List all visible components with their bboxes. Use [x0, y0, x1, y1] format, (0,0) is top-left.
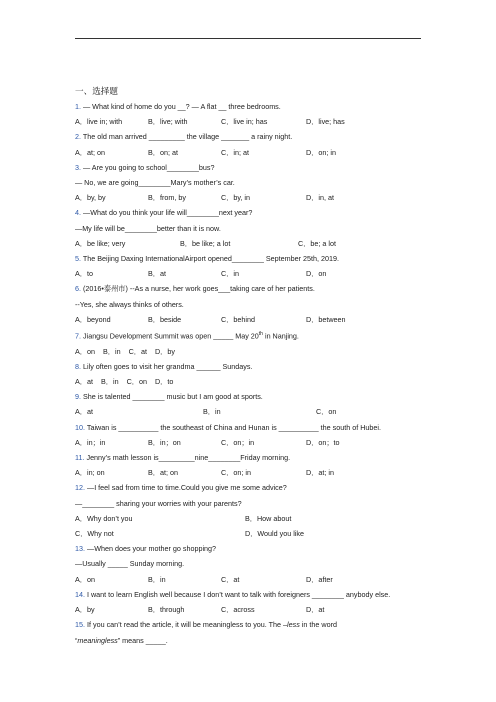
question-text: —What do you think your life will________next year?	[83, 208, 253, 218]
option-c[interactable]: C．behind	[221, 314, 255, 324]
option-b[interactable]: B．in	[203, 407, 221, 417]
question-number: 15.	[75, 620, 85, 630]
question-4	[75, 205, 425, 251]
option-a[interactable]: A．on	[75, 574, 95, 584]
question-number: 13.	[75, 544, 85, 554]
question-text-line2: --Yes, she always thinks of others.	[75, 299, 184, 309]
question-number: 11.	[75, 453, 85, 463]
option-d[interactable]: D．at	[306, 605, 325, 615]
question-text: —When does your mother go shopping?	[87, 544, 217, 554]
options	[75, 236, 425, 251]
option-c[interactable]: C．on	[316, 407, 337, 417]
section-title: 一、选择题	[75, 86, 118, 96]
options	[75, 190, 425, 205]
option-a[interactable]: A．live in; with	[75, 117, 123, 127]
option-b[interactable]: B．in	[148, 574, 166, 584]
question-text: —I feel sad from time to time.Could you give me some advice?	[87, 483, 287, 493]
option-d[interactable]: D．by	[154, 346, 175, 356]
option-c[interactable]: C．on；in	[221, 437, 255, 447]
question-text: She is talented ________ music but I am good at sports.	[83, 392, 263, 402]
option-d[interactable]: D．on；to	[306, 437, 340, 447]
question-6	[75, 281, 425, 327]
option-b[interactable]: B．from, by	[148, 193, 186, 203]
question-1	[75, 99, 425, 129]
option-a[interactable]: A．on	[75, 346, 95, 356]
question-13	[75, 541, 425, 587]
option-b[interactable]: B．live; with	[148, 117, 188, 127]
question-text: Jiangsu Development Summit was open _____ May 20	[83, 331, 259, 341]
question-text: The old man arrived _________ the village _______ a rainy night.	[82, 132, 293, 142]
question-text-line2: —________ sharing your worries with your parents?	[75, 498, 242, 508]
option-c[interactable]: C．in	[221, 269, 239, 279]
question-number: 9.	[75, 392, 81, 402]
option-c[interactable]: C．at	[128, 346, 147, 356]
option-c[interactable]: C．by, in	[221, 193, 251, 203]
question-3	[75, 160, 425, 206]
question-number: 8.	[75, 361, 81, 371]
question-11	[75, 450, 425, 480]
options	[75, 145, 425, 160]
options	[75, 374, 425, 389]
header-rule	[75, 38, 421, 39]
open-quote: “	[75, 635, 78, 645]
option-d[interactable]: D．on; in	[306, 147, 336, 157]
question-text-line2: —Usually _____ Sunday morning.	[75, 559, 185, 569]
question-text-line2: —My life will be________better than it is now.	[75, 223, 221, 233]
options	[75, 435, 425, 450]
options	[75, 526, 425, 541]
options	[75, 602, 425, 617]
question-text: The Beijing Daxing InternationalAirport opened________ September 25th, 2019.	[82, 254, 340, 264]
option-b[interactable]: B．in	[102, 346, 121, 356]
options	[75, 114, 425, 129]
option-c[interactable]: C．on; in	[221, 468, 251, 478]
question-number: 12.	[75, 483, 85, 493]
option-c[interactable]: C．Why not	[75, 529, 114, 539]
option-d[interactable]: D．in, at	[306, 193, 334, 203]
question-number: 6.	[75, 284, 81, 294]
question-text: ) --As a nurse, her work goes___taking care of her patients.	[125, 284, 315, 294]
option-a[interactable]: A．in; on	[75, 468, 105, 478]
question-text-end: in Nanjing.	[262, 331, 299, 341]
question-text-line2: — No, we are going________Mary’s mother’s car.	[75, 178, 235, 188]
option-d[interactable]: D．Would you like	[245, 529, 304, 539]
option-c[interactable]: C．live in; has	[221, 117, 268, 127]
option-b[interactable]: B．at; on	[148, 468, 178, 478]
option-a[interactable]: A．in；in	[75, 437, 106, 447]
question-number: 14.	[75, 589, 85, 599]
options	[75, 404, 425, 419]
option-b[interactable]: B．on; at	[148, 147, 178, 157]
option-c[interactable]: C．in; at	[221, 147, 249, 157]
emphasis-word: meaningless	[77, 635, 118, 645]
option-b[interactable]: B．through	[148, 605, 185, 615]
question-number: 5.	[75, 254, 81, 264]
option-b[interactable]: B．be like; a lot	[180, 238, 231, 248]
options	[75, 511, 425, 526]
question-text-end: ” means _____.	[117, 635, 168, 645]
question-text: Taiwan is __________ the southeast of China and Hunan is __________ the south of Hubei.	[86, 422, 381, 432]
question-text: Jenny’s math lesson is_________nine________Friday morning.	[86, 453, 291, 463]
option-d[interactable]: D．at; in	[306, 468, 334, 478]
option-b[interactable]: B．at	[148, 269, 166, 279]
question-15	[75, 617, 425, 647]
question-text: I want to learn English well because I don’t want to talk with foreigners ________ anybody else.	[87, 589, 391, 599]
option-c[interactable]: C．be; a lot	[298, 238, 336, 248]
option-a[interactable]: A．beyond	[75, 314, 111, 324]
question-2	[75, 129, 425, 159]
option-c[interactable]: C．across	[221, 605, 255, 615]
option-a[interactable]: A．Why don’t you	[75, 513, 133, 523]
question-source-prefix: (2016•	[83, 284, 104, 294]
question-number: 1.	[75, 102, 81, 111]
option-d[interactable]: D．on	[306, 269, 327, 279]
question-number: 3.	[75, 162, 81, 172]
options	[75, 572, 425, 587]
question-text-cont: in the word	[299, 620, 337, 630]
option-d[interactable]: D．to	[154, 377, 174, 387]
ordinal-suffix: th	[258, 331, 263, 338]
question-text: — What kind of home do you __? — A flat __ three bedrooms.	[83, 102, 281, 111]
question-8	[75, 359, 425, 389]
question-14	[75, 587, 425, 617]
question-text: — Are you going to school________bus?	[83, 162, 215, 172]
question-number: 4.	[75, 208, 81, 218]
emphasis-suffix: less	[287, 620, 300, 630]
question-12	[75, 480, 425, 541]
question-number: 10.	[75, 422, 85, 432]
option-c[interactable]: C．on	[126, 377, 147, 387]
option-a[interactable]: A．by	[75, 605, 95, 615]
options	[75, 344, 425, 359]
option-a[interactable]: A．at	[75, 377, 93, 387]
option-b[interactable]: B．in；on	[148, 437, 181, 447]
question-10	[75, 420, 425, 450]
question-7	[75, 327, 425, 359]
option-d[interactable]: D．between	[306, 314, 346, 324]
option-a[interactable]: A．by, by	[75, 193, 106, 203]
exam-content	[75, 84, 425, 648]
option-d[interactable]: D．live; has	[306, 117, 345, 127]
question-number: 2.	[75, 132, 81, 142]
question-text: Lily often goes to visit her grandma ______ Sundays.	[83, 361, 253, 371]
options	[75, 266, 425, 281]
option-b[interactable]: B．How about	[245, 513, 292, 523]
question-5	[75, 251, 425, 281]
question-source-city: 泰州市	[103, 284, 126, 294]
option-b[interactable]: B．in	[100, 377, 119, 387]
question-number: 7.	[75, 331, 81, 341]
question-9	[75, 389, 425, 419]
option-d[interactable]: D．after	[306, 574, 333, 584]
option-a[interactable]: A．at; on	[75, 147, 105, 157]
option-b[interactable]: B．beside	[148, 314, 182, 324]
option-a[interactable]: A．be like; very	[75, 238, 126, 248]
option-c[interactable]: C．at	[221, 574, 240, 584]
option-a[interactable]: A．at	[75, 407, 93, 417]
question-text: If you can’t read the article, it will be meaningless to you. The –	[87, 620, 288, 630]
option-a[interactable]: A．to	[75, 269, 93, 279]
options	[75, 465, 425, 480]
options	[75, 312, 425, 327]
